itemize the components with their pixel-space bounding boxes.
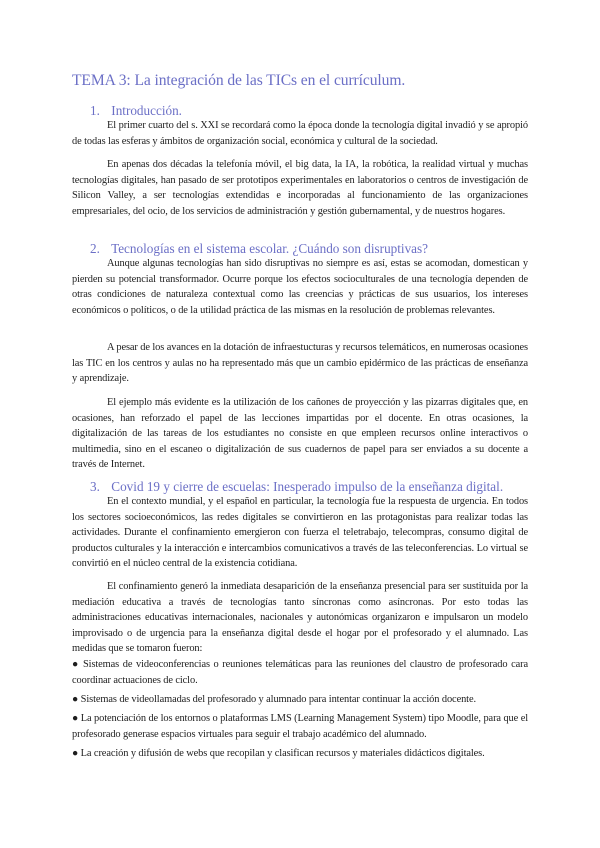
section-heading-introduccion [90,103,182,119]
paragraph: El confinamiento generó la inmediata desaparición de la enseñanza presencial para ser sustituida por la mediación educativa a través de tecnologías tanto síncronas como asíncronas. Por esto todas las administraciones educativas internacionales, nacionales y autonómicas organizaron e impulsaron un modelo improvisado o de urgencia para la enseñanza digital desde el hogar por el profesorado y el alumnado. Las medidas que se tomaron fueron: [72,581,528,655]
bullet-item: ● La creación y difusión de webs que recopilan y clasifican recursos y materiales didácticos digitales. [72,748,485,759]
document-title: TEMA 3: La integración de las TICs en el currículum. [72,72,406,89]
section-heading-covid [90,479,503,495]
section-title: Introducción. [111,103,182,118]
paragraph: Aunque algunas tecnologías han sido disruptivas no siempre es así, estas se acomodan, domestican y pierden su potencial transformador. Ocurre porque los efectos socioculturales de una tecnología dependen de otras condiciones de naturaleza contextual como las creencias y prácticas de sus usuarios, los intereses económicos o políticos, o de la utilidad práctica de las mismas en la resolución de problemas relevantes. [72,258,528,316]
paragraph: En el contexto mundial, y el español en particular, la tecnología fue la respuesta de urgencia. En todos los sectores socioeconómicos, las redes digitales se convirtieron en las protagonistas para realizar todas las actividades. Durante el confinamiento emergieron con fuerza el teletrabajo, telecompras, consumo digital de productos culturales y la interacción e intercambios comunicativos a través de las teleconferencias. Lo virtual se convirtió en el núcleo central de la existencia cotidiana. [72,496,528,570]
bullet-item: ● Sistemas de videollamadas del profesorado y alumnado para intentar continuar la acción docente. [72,694,476,705]
paragraph: El ejemplo más evidente es la utilización de los cañones de proyección y las pizarras digitales que, en ocasiones, han reforzado el papel de las lecciones impartidas por el docente. En otras ocasiones, la digitalización de las tareas de los estudiantes no consiste en que empleen recursos online interactivos o multimedia, sino en el escaneo o digitalización de sus cuadernos de papel para ser enviados a su docente a través de Internet. [72,397,528,471]
section-number: 3. [90,479,100,494]
section-title: Covid 19 y cierre de escuelas: Inesperado impulso de la enseñanza digital. [111,479,504,494]
bullet-item: ● Sistemas de videoconferencias o reuniones telemáticas para las reuniones del claustro de profesorado cara coordinar actuaciones de ciclo. [72,659,528,686]
section-number: 1. [90,103,100,118]
paragraph: A pesar de los avances en la dotación de infraestucturas y recursos telemáticos, en numerosas ocasiones las TIC en los centros y aulas no ha representado más que un cambio epidérmico de las prácticas de enseñanza y aprendizaje. [72,342,528,385]
paragraph: El primer cuarto del s. XXI se recordará como la época donde la tecnología digital invadió y se apropió de todas las esferas y ámbitos de organización social, económica y cultural de la sociedad. [72,120,528,147]
section-heading-tecnologias [90,241,428,257]
section-number: 2. [90,241,100,256]
bullet-item: ● La potenciación de los entornos o plataformas LMS (Learning Management System) tipo Moodle, para que el profesorado generase espacios virtuales para seguir el trabajo académico del alumnado. [72,713,528,740]
paragraph: En apenas dos décadas la telefonía móvil, el big data, la IA, la robótica, la realidad virtual y muchas tecnologías digitales, han pasado de ser prototipos experimentales en laboratorios o centros de investigación de Silicon Valley, a ser tecnologías extendidas e incorporadas al funcionamiento de las organizaciones empresariales, del ocio, de los servicios de administración y gestión gubernamental, y de nuestros hogares. [72,159,528,217]
section-title: Tecnologías en el sistema escolar. ¿Cuándo son disruptivas? [111,241,429,256]
